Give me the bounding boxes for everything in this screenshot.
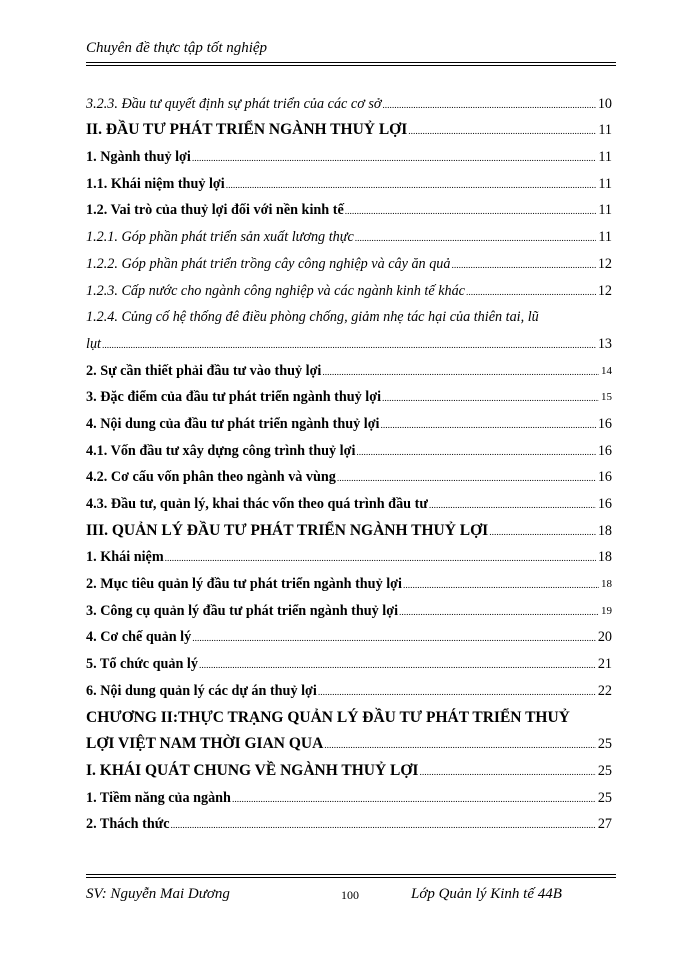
toc-leader-dots [345,206,597,218]
toc-entry-page: 22 [597,682,612,699]
toc-entry-title: lụt [86,335,101,352]
toc-entry[interactable] [86,218,612,245]
toc-leader-dots [356,447,595,459]
toc-entry[interactable] [86,752,612,779]
toc-entry-page: 12 [597,255,612,272]
toc-leader-dots [192,153,596,165]
toc-entry-title: 2. Mục tiêu quản lý đầu tư phát triển ngành thuỷ lợi [86,576,402,593]
toc-entry-page: 12 [597,282,612,299]
toc-entry-title: 3.2.3. Đầu tư quyết định sự phát triển của các cơ sở [86,95,382,112]
toc-entry-page: 27 [597,816,612,833]
toc-entry-title: III. QUẢN LÝ ĐẦU TƯ PHÁT TRIỂN NGÀNH THUỶ LỢI [86,521,489,539]
toc-entry-title: 4.1. Vốn đầu tư xây dựng công trình thuỷ lợi [86,442,356,459]
toc-entry[interactable] [86,539,612,566]
footer-class: Lớp Quản lý Kinh tế 44B [411,886,562,902]
toc-entry-page: 11 [598,202,612,219]
toc-entry-title: LỢI VIỆT NAM THỜI GIAN QUA [86,735,324,753]
toc-entry-page: 11 [598,149,612,166]
toc-entry-title: 1. Ngành thuỷ lợi [86,149,191,166]
toc-entry-title: 1.2.1. Góp phần phát triển sản xuất lương thực [86,229,354,246]
toc-entry[interactable] [86,325,612,352]
toc-leader-dots [199,660,596,672]
toc-leader-dots [324,740,596,752]
toc-entry-page: 20 [597,629,612,646]
toc-entry-title: 1. Khái niệm [86,549,164,566]
toc-leader-dots [192,633,596,645]
toc-leader-dots [226,180,597,192]
toc-entry[interactable] [86,352,612,379]
toc-entry-page: 25 [597,789,612,806]
toc-entry-page: 14 [601,364,612,377]
toc-entry[interactable] [86,592,612,619]
toc-entry-title: 4.2. Cơ cấu vốn phân theo ngành và vùng [86,469,336,486]
footer-rule [86,874,616,875]
toc-entry[interactable] [86,672,612,699]
toc-entry[interactable] [86,619,612,646]
toc-entry-title: 1.2.4. Củng cố hệ thống đê điều phòng chống, giảm nhẹ tác hại của thiên tai, lũ [86,309,539,326]
toc-entry-page: 16 [597,496,612,512]
toc-leader-dots [419,767,595,779]
toc-entry-page: 25 [597,736,612,753]
toc-entry-title: 1.1. Khái niệm thuỷ lợi [86,175,225,192]
toc-entry-title: 1.2.3. Cấp nước cho ngành công nghiệp và các ngành kinh tế khác [86,282,465,299]
toc-entry[interactable] [86,165,612,192]
toc-entry[interactable] [86,299,612,326]
toc-entry-title: 1.2.2. Góp phần phát triển trồng cây công nghiệp và cây ăn quả [86,255,451,272]
toc-entry-page: 19 [601,604,612,617]
toc-entry-page: 16 [597,415,612,432]
toc-entry-title: I. KHÁI QUÁT CHUNG VỀ NGÀNH THUỶ LỢI [86,761,419,779]
toc-entry[interactable] [86,138,612,165]
toc-leader-dots [399,607,599,619]
toc-entry-title: CHƯƠNG II:THỰC TRẠNG QUẢN LÝ ĐẦU TƯ PHÁT TRIỂN THUỶ [86,708,570,726]
footer-rule-2 [86,877,616,878]
toc-entry[interactable] [86,85,612,112]
toc-entry[interactable] [86,565,612,592]
toc-entry-title: 2. Sự cần thiết phải đầu tư vào thuỷ lợi [86,362,322,379]
toc-entry[interactable] [86,512,612,539]
toc-entry-title: 4. Cơ chế quản lý [86,629,192,646]
toc-entry-page: 21 [597,656,612,673]
toc-leader-dots [382,100,595,112]
toc-leader-dots [403,580,599,592]
toc-entry-page: 13 [597,335,612,352]
toc-leader-dots [102,340,596,352]
toc-leader-dots [337,473,596,485]
table-of-contents [86,85,612,832]
header-rule [86,62,616,63]
toc-entry[interactable] [86,779,612,806]
toc-leader-dots [429,500,596,512]
toc-entry-page: 11 [598,175,612,192]
page-header: Chuyên đề thực tập tốt nghiệp [86,40,268,56]
toc-leader-dots [451,260,595,272]
toc-leader-dots [165,553,596,565]
toc-leader-dots [355,233,597,245]
toc-leader-dots [466,287,596,299]
toc-entry-page: 18 [601,578,612,591]
toc-entry[interactable] [86,726,612,753]
toc-entry-title: II. ĐẦU TƯ PHÁT TRIỂN NGÀNH THUỶ LỢI [86,121,408,139]
toc-leader-dots [408,126,596,138]
toc-leader-dots [381,420,596,432]
toc-leader-dots [489,527,596,539]
toc-leader-dots [382,393,599,405]
toc-entry-title: 4.3. Đầu tư, quản lý, khai thác vốn theo quá trình đầu tư [86,496,428,512]
toc-entry[interactable] [86,432,612,459]
toc-entry-page: 11 [598,229,612,246]
toc-entry-page: 16 [597,469,612,486]
page-number: 100 [341,888,359,902]
toc-entry-title: 1. Tiềm năng của ngành [86,789,231,806]
toc-entry-page: 11 [598,122,612,139]
header-rule-2 [86,65,616,66]
toc-entry[interactable] [86,485,612,512]
toc-entry-page: 16 [597,442,612,459]
toc-entry[interactable] [86,192,612,219]
toc-leader-dots [322,367,599,379]
toc-entry[interactable] [86,245,612,272]
toc-entry[interactable] [86,459,612,486]
toc-leader-dots [171,820,596,832]
toc-entry[interactable] [86,379,612,406]
toc-entry-page: 18 [597,522,612,539]
toc-entry[interactable] [86,112,612,139]
toc-entry[interactable] [86,806,612,833]
toc-entry-title: 6. Nội dung quản lý các dự án thuỷ lợi [86,682,317,699]
toc-leader-dots [232,794,596,806]
toc-entry-title: 5. Tổ chức quản lý [86,656,198,673]
toc-entry[interactable] [86,645,612,672]
footer-student: SV: Nguyễn Mai Dương [86,886,230,902]
toc-entry-title: 1.2. Vai trò của thuỷ lợi đối với nền kinh tế [86,202,344,219]
toc-entry[interactable] [86,272,612,299]
toc-entry[interactable] [86,699,612,726]
toc-entry-title: 2. Thách thức [86,816,170,833]
toc-entry-title: 3. Công cụ quản lý đầu tư phát triển ngành thuỷ lợi [86,602,399,619]
toc-entry-page: 15 [601,391,612,404]
toc-entry-page: 18 [597,549,612,566]
toc-entry-page: 25 [597,762,612,779]
toc-entry-page: 10 [597,95,612,112]
toc-entry-title: 3. Đặc điểm của đầu tư phát triển ngành thuỷ lợi [86,389,382,406]
toc-entry[interactable] [86,405,612,432]
toc-entry-title: 4. Nội dung của đầu tư phát triển ngành thuỷ lợi [86,415,380,432]
toc-leader-dots [318,687,596,699]
